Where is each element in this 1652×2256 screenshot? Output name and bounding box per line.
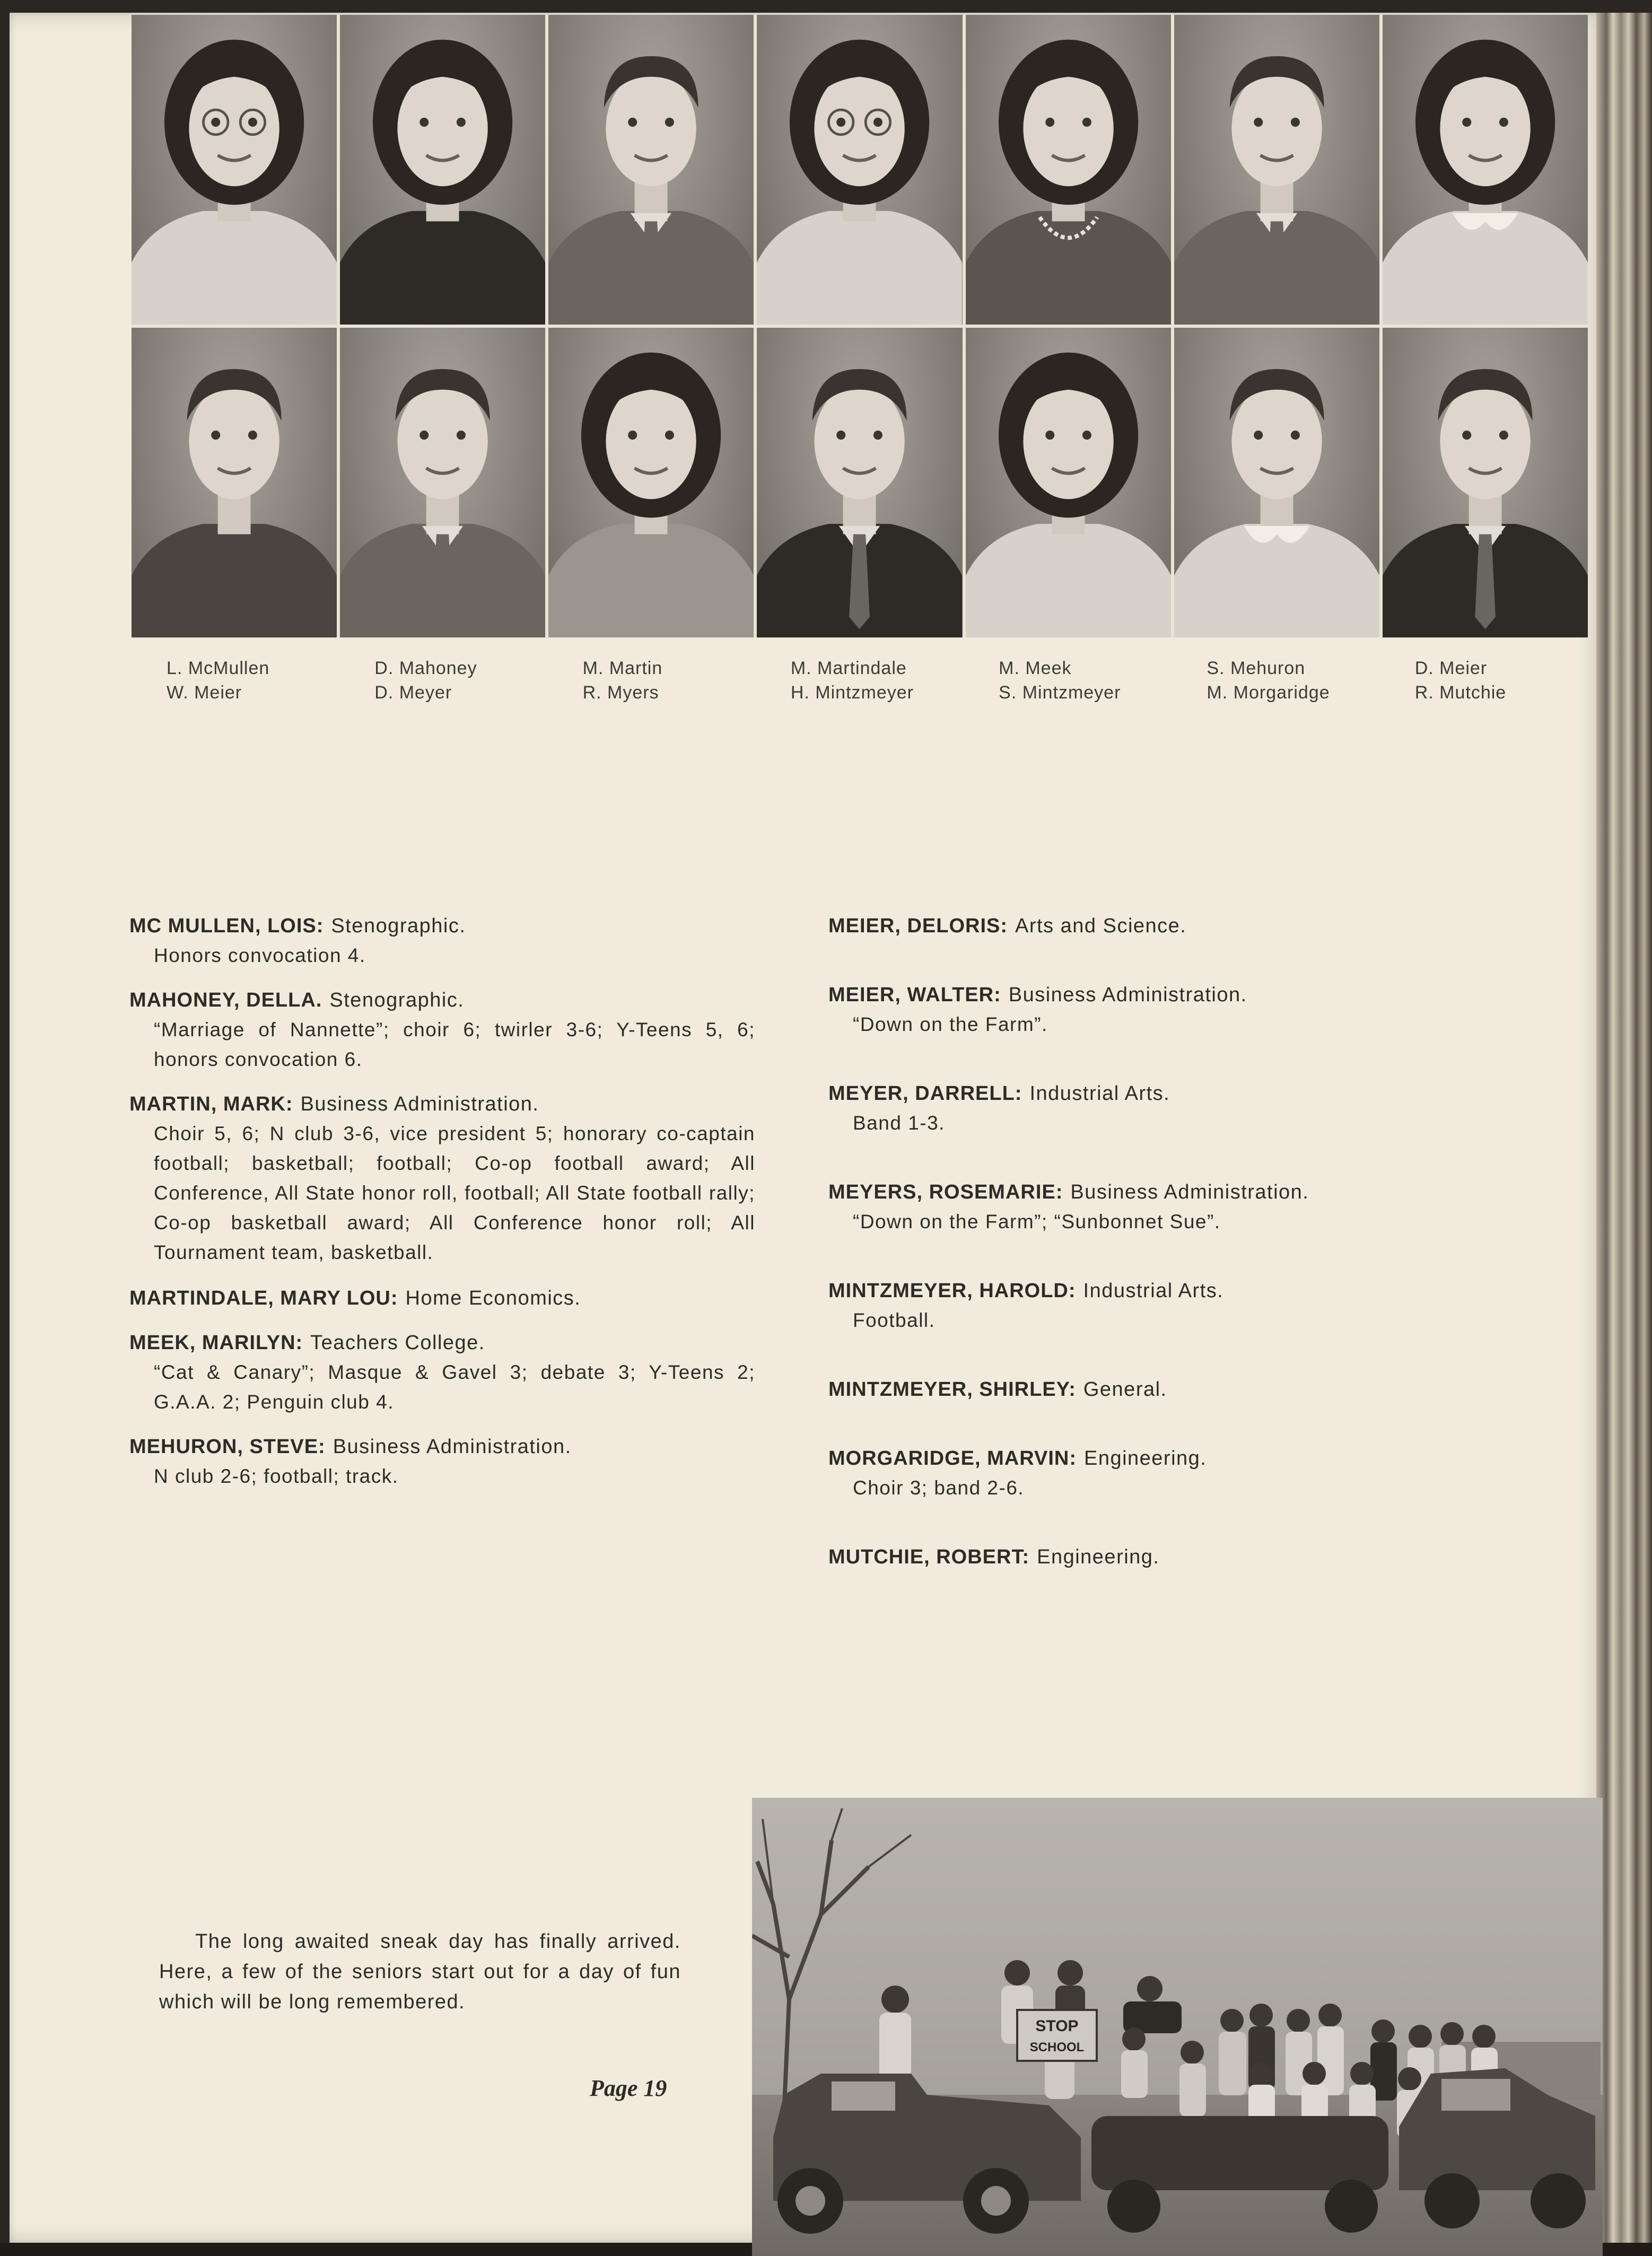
portrait-photo [132, 15, 337, 325]
caption-bottom-name: W. Meier [167, 683, 242, 703]
bio-course: General. [1083, 1378, 1167, 1401]
portrait-photo [966, 328, 1171, 637]
caption-top-name: S. Mehuron [1207, 658, 1306, 678]
bio-activities: Football. [853, 1309, 936, 1331]
bio-course: Engineering. [1083, 1447, 1207, 1470]
portrait-photo [1383, 15, 1588, 325]
bio-course: Business Administration. [1070, 1181, 1309, 1203]
portrait-photo [340, 328, 545, 637]
bio-course: Stenographic. [329, 989, 465, 1011]
portrait-caption [1380, 656, 1588, 705]
bio-course: Arts and Science. [1015, 915, 1187, 937]
sign-text-stop: STOP [1035, 2017, 1079, 2035]
bio-entry [129, 1283, 755, 1313]
page-number: Page 19 [590, 2075, 667, 2101]
caption-bottom-name: D. Meyer [374, 683, 452, 703]
portrait-photo [1174, 328, 1379, 637]
bio-entry [828, 1542, 1518, 1572]
bio-name: MEIER, DELORIS: [828, 915, 1008, 937]
bio-heading [129, 1283, 755, 1313]
bio-name: MARTIN, MARK: [129, 1093, 293, 1115]
bio-course: Business Administration. [1008, 984, 1247, 1006]
bio-course: Home Economics. [405, 1287, 581, 1309]
bio-entry [828, 1444, 1518, 1503]
bio-name: MEHURON, STEVE: [129, 1436, 326, 1458]
portrait-caption [339, 656, 547, 705]
bio-entry [129, 985, 755, 1074]
portrait-photo [757, 328, 962, 637]
bio-course: Teachers College. [310, 1332, 485, 1354]
portrait-grid [132, 15, 1588, 637]
caption-top-name: M. Martindale [790, 658, 907, 678]
bio-activities: “Down on the Farm”. [853, 1013, 1048, 1035]
portrait-caption [132, 656, 339, 705]
bio-activities: Choir 3; band 2-6. [853, 1477, 1025, 1499]
bio-course: Stenographic. [331, 915, 466, 937]
bio-name: MEEK, MARILYN: [129, 1332, 303, 1354]
caption-top-name: D. Meier [1414, 658, 1488, 678]
caption-bottom-name: M. Morgaridge [1207, 683, 1330, 703]
bio-activities: Honors convocation 4. [154, 945, 366, 966]
bio-course: Business Administration. [333, 1436, 572, 1458]
bio-entry [129, 911, 755, 970]
bio-activities: “Cat & Canary”; Masque & Gavel 3; debate 3; Y-Teens 2; G.A.A. 2; Penguin club 4. [154, 1361, 755, 1413]
bio-activities: “Down on the Farm”; “Sunbonnet Sue”. [853, 1211, 1221, 1232]
sign-text-school: SCHOOL [1029, 2040, 1085, 2054]
bio-name: MEYER, DARRELL: [828, 1082, 1022, 1105]
portrait-captions [132, 656, 1588, 705]
bio-name: MORGARIDGE, MARVIN: [828, 1447, 1077, 1470]
bio-heading [828, 1177, 1518, 1207]
bio-name: MINTZMEYER, HAROLD: [828, 1280, 1076, 1302]
bio-heading [129, 985, 755, 1015]
bio-entry [828, 911, 1518, 941]
caption-top-name: M. Meek [999, 658, 1072, 678]
caption-top-name: M. Martin [582, 658, 663, 678]
group-photo-image [752, 1798, 1603, 2256]
bio-name: MAHONEY, DELLA. [129, 989, 322, 1011]
bio-activities: “Marriage of Nannette”; choir 6; twirler 3-6; Y-Teens 5, 6; honors convocation 6. [154, 1019, 755, 1070]
bio-heading [828, 1276, 1518, 1306]
sneak-day-group-photo [752, 1798, 1603, 2256]
caption-bottom-name: H. Mintzmeyer [790, 683, 914, 703]
bio-entry [828, 1177, 1518, 1237]
bio-name: MARTINDALE, MARY LOU: [129, 1287, 398, 1309]
bio-heading [828, 911, 1518, 941]
portrait-photo [340, 15, 545, 325]
bio-activities: Band 1-3. [853, 1112, 945, 1134]
bio-entry [129, 1432, 755, 1491]
sneak-day-caption: The long awaited sneak day has finally arrived. Here, a few of the seniors start out for a day of fun which will be long remembered. [159, 1930, 681, 2013]
bio-course: Engineering. [1037, 1546, 1160, 1568]
bio-course: Industrial Arts. [1083, 1280, 1224, 1302]
bio-entry [828, 1276, 1518, 1335]
portrait-photo [1383, 328, 1588, 637]
bio-entry [828, 1079, 1518, 1138]
bio-heading [828, 1079, 1518, 1108]
bio-name: MEYERS, ROSEMARIE: [828, 1181, 1063, 1203]
bio-heading [828, 1542, 1518, 1572]
bio-heading [129, 1328, 755, 1358]
bio-activities: N club 2-6; football; track. [154, 1465, 399, 1487]
bio-activities: Choir 5, 6; N club 3-6, vice president 5; honorary co-captain football; basketball; football; Co-op football award; All Conference, All State honor roll, football; All State football rally; Co-op basketball award; All Conference honor roll; All Tournament team, basketball. [154, 1123, 755, 1263]
bio-heading [828, 1444, 1518, 1473]
portrait-photo [1174, 15, 1379, 325]
caption-bottom-name: S. Mintzmeyer [999, 683, 1121, 703]
portrait-caption [964, 656, 1172, 705]
portrait-photo [757, 15, 962, 325]
bio-name: MINTZMEYER, SHIRLEY: [828, 1378, 1076, 1401]
bio-entry [129, 1328, 755, 1417]
bios-right-column [828, 911, 1518, 1572]
bio-course: Business Administration. [300, 1093, 539, 1115]
bio-heading [129, 1432, 755, 1462]
bio-name: MC MULLEN, LOIS: [129, 915, 324, 937]
bio-heading [129, 1089, 755, 1119]
caption-bottom-name: R. Mutchie [1414, 683, 1507, 703]
bio-entry [828, 980, 1518, 1039]
portrait-caption [548, 656, 756, 705]
caption-top-name: D. Mahoney [374, 658, 477, 678]
portrait-photo [548, 328, 754, 637]
book-binding-edge [1596, 13, 1652, 2243]
bio-name: MUTCHIE, ROBERT: [828, 1546, 1030, 1568]
caption-bottom-name: R. Myers [582, 683, 659, 703]
bio-course: Industrial Arts. [1029, 1082, 1170, 1105]
portrait-caption [756, 656, 964, 705]
bios-left-column [129, 911, 755, 1491]
portrait-caption [1172, 656, 1379, 705]
stop-school-sign [1017, 2010, 1097, 2061]
portrait-photo [548, 15, 754, 325]
bio-entry [129, 1089, 755, 1267]
bio-heading [828, 980, 1518, 1010]
bio-heading [129, 911, 755, 941]
portrait-photo [132, 328, 337, 637]
portrait-photo [966, 15, 1171, 325]
bio-entry [828, 1375, 1518, 1404]
bio-heading [828, 1375, 1518, 1404]
bio-name: MEIER, WALTER: [828, 984, 1001, 1006]
caption-top-name: L. McMullen [167, 658, 270, 678]
